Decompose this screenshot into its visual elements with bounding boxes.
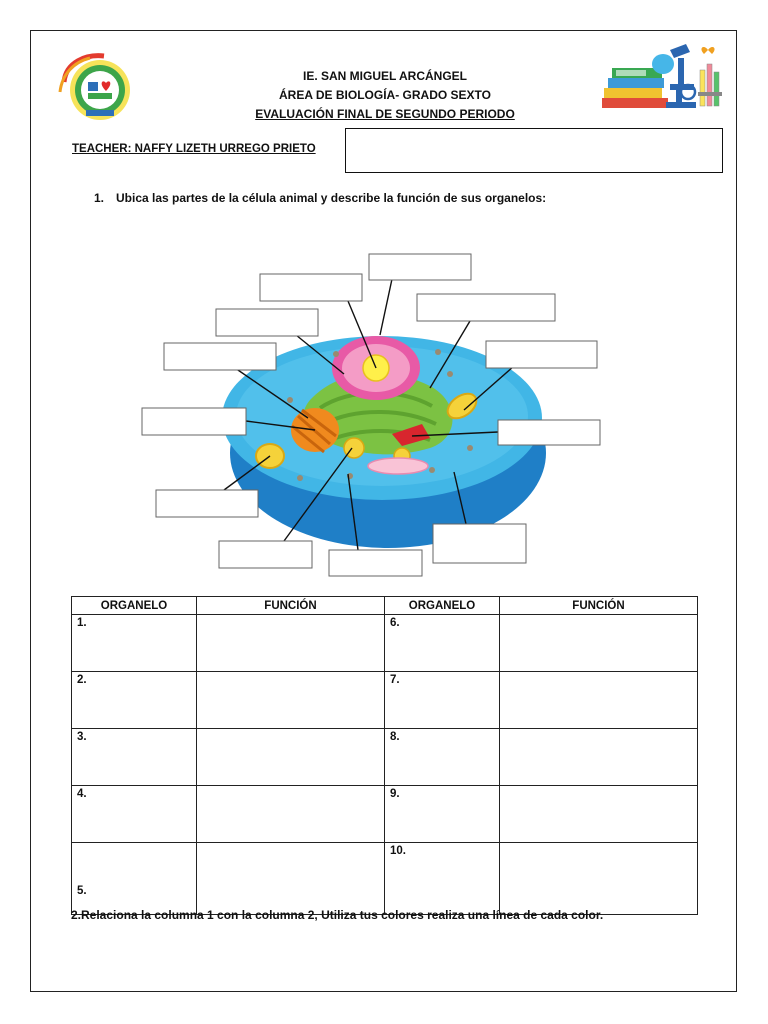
question-1-text: Ubica las partes de la célula animal y describe la función de sus organelos:: [116, 191, 547, 205]
school-name: IE. SAN MIGUEL ARCÁNGEL: [302, 69, 467, 83]
funcion-cell[interactable]: [500, 672, 698, 729]
funcion-cell[interactable]: [197, 672, 385, 729]
funcion-cell[interactable]: [197, 615, 385, 672]
organelo-cell[interactable]: 8.: [385, 729, 500, 786]
label-box: [164, 343, 276, 370]
funcion-cell[interactable]: [500, 615, 698, 672]
organelo-cell[interactable]: 3.: [72, 729, 197, 786]
table-row: [72, 786, 698, 843]
animal-cell-diagram: [140, 248, 610, 583]
header-block: [190, 67, 580, 124]
organelo-cell[interactable]: 5.: [72, 843, 197, 915]
header-organelo-1: ORGANELO: [72, 597, 197, 615]
student-name-box[interactable]: [345, 128, 723, 173]
funcion-cell[interactable]: [197, 843, 385, 915]
organelo-cell[interactable]: 9.: [385, 786, 500, 843]
label-box: [260, 274, 362, 301]
funcion-cell[interactable]: [500, 843, 698, 915]
question-1-number: 1.: [94, 191, 105, 205]
table-row: [72, 843, 698, 915]
organelle-function-table: [71, 596, 698, 915]
funcion-cell[interactable]: [500, 729, 698, 786]
funcion-cell[interactable]: [197, 786, 385, 843]
organelo-cell[interactable]: 7.: [385, 672, 500, 729]
school-crest-logo: [56, 52, 140, 124]
header-organelo-2: ORGANELO: [385, 597, 500, 615]
organelo-cell[interactable]: 2.: [72, 672, 197, 729]
table-header-row: [72, 597, 698, 615]
area-title: ÁREA DE BIOLOGÍA- GRADO SEXTO: [278, 88, 491, 102]
exam-title: EVALUACIÓN FINAL DE SEGUNDO PERIODO: [255, 107, 515, 121]
table-row: [72, 615, 698, 672]
funcion-cell[interactable]: [500, 786, 698, 843]
label-box: [156, 490, 258, 517]
organelo-cell[interactable]: 1.: [72, 615, 197, 672]
header-funcion-2: FUNCIÓN: [500, 597, 698, 615]
label-box: [498, 420, 600, 445]
question-2: 2.Relaciona la columna 1 con la columna 2, Utiliza tus colores realiza una línea de cada color.: [71, 908, 604, 922]
label-box: [369, 254, 471, 280]
header-funcion-1: FUNCIÓN: [197, 597, 385, 615]
lysosome-pink: [368, 458, 428, 474]
teacher-name: TEACHER: NAFFY LIZETH URREGO PRIETO: [72, 143, 316, 155]
label-box: [433, 524, 526, 563]
organelo-cell[interactable]: 4.: [72, 786, 197, 843]
funcion-cell[interactable]: [197, 729, 385, 786]
table-row: [72, 672, 698, 729]
label-box: [219, 541, 312, 568]
label-box: [417, 294, 555, 321]
label-box: [142, 408, 246, 435]
label-box: [329, 550, 422, 576]
biology-microscope-illustration: [600, 42, 726, 112]
question-1: [94, 191, 546, 205]
label-box: [216, 309, 318, 336]
table-row: [72, 729, 698, 786]
organelo-cell[interactable]: 6.: [385, 615, 500, 672]
organelo-cell[interactable]: 10.: [385, 843, 500, 915]
label-box: [486, 341, 597, 368]
